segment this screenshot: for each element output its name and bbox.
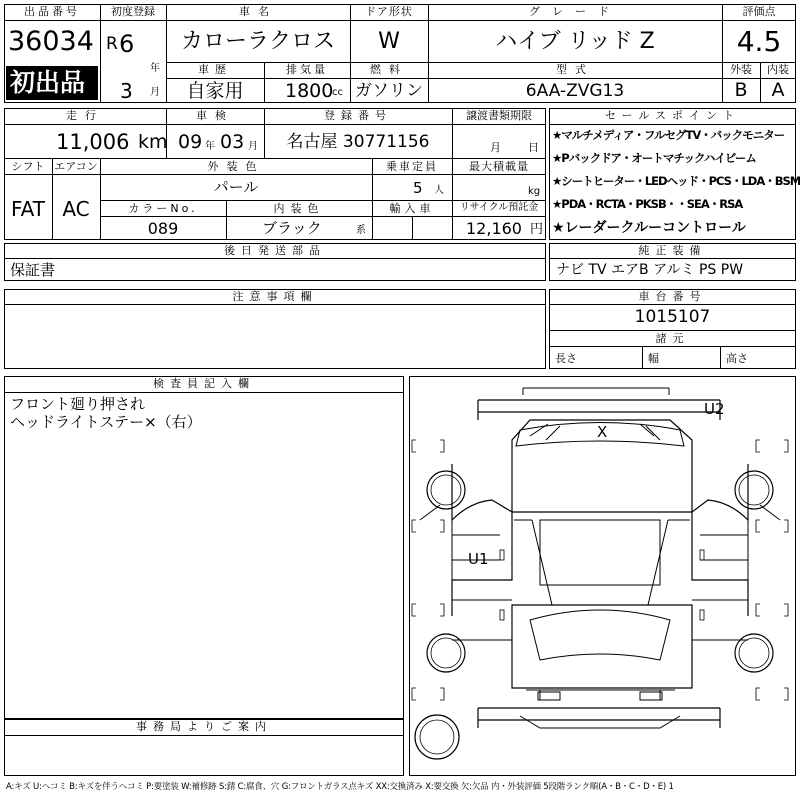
- color-number: 089: [147, 219, 179, 238]
- sales-point-item: ★シートヒーター・LEDヘッド・PCS・LDA・BSM: [552, 174, 800, 188]
- inspector-note: ヘッドライトステー×（右）: [10, 413, 202, 431]
- exterior-color-label: 外装色: [207, 160, 265, 173]
- inspection-month-unit: 月: [248, 141, 258, 152]
- ac-label: エアコン: [54, 160, 98, 173]
- dimensions-label: 諸元: [655, 332, 690, 345]
- width-label: 幅: [648, 352, 659, 365]
- interior-color-label: 内装色: [273, 202, 325, 215]
- sales-points-label: セールスポイント: [604, 109, 740, 122]
- recycle-label: リサイクル預託金: [459, 202, 539, 213]
- height-label: 高さ: [726, 352, 748, 365]
- registration-number-label: 登録番号: [324, 109, 392, 122]
- cc-unit: cc: [332, 87, 343, 98]
- grade: ハイブ リッド Z: [495, 29, 655, 54]
- door-label: ドア形状: [365, 5, 413, 18]
- first-listing-text: 初出品: [10, 68, 86, 97]
- sales-point-item: ★マルチメディア・フルセグTV・バックモニター: [552, 128, 785, 142]
- year-unit: 年: [150, 63, 160, 74]
- score: 4.5: [736, 25, 782, 58]
- score-label: 評価点: [742, 5, 776, 18]
- mileage-unit: km: [138, 131, 168, 153]
- displacement: 1800: [285, 80, 334, 102]
- history-label: 車歴: [198, 63, 232, 76]
- capacity-unit: 人: [434, 185, 444, 196]
- length-label: 長さ: [555, 352, 577, 365]
- registration-year: 6: [119, 30, 135, 58]
- sales-point-item: ★PDA・RCTA・PKSB・・SEA・RSA: [552, 197, 743, 211]
- displacement-label: 排気量: [286, 63, 328, 76]
- door: W: [378, 29, 400, 54]
- legend: A:キズ U:ヘコミ B:キズを伴うヘコミ P:要塗装 W:補修跡 S:錆 C:腐食、穴 G:フロントガラス点キズ XX:交換済み X:要交換 欠:欠品 内・外装評価 5段階ランク順(A・B・C・D・E) 1: [6, 782, 674, 792]
- notes-label: 注意事項欄: [232, 290, 318, 303]
- inspection-label: 車検: [196, 109, 234, 122]
- exterior-grade: B: [734, 79, 748, 101]
- sales-point-item: ★レーダークルーコントロール: [552, 220, 746, 236]
- color-number-label: カラーNo.: [128, 202, 198, 215]
- transfer-month: 月: [490, 141, 501, 154]
- car-name: カローラクロス: [180, 29, 335, 54]
- max-load-label: 最大積載量: [469, 160, 529, 173]
- shift: FAT: [10, 197, 45, 221]
- model-label: 型式: [556, 63, 594, 76]
- lot-number-label: 出品番号: [24, 5, 80, 18]
- history: 自家用: [186, 80, 244, 102]
- interior-color-suffix: 系: [356, 225, 366, 236]
- parts-value: 保証書: [10, 261, 56, 279]
- registration-number: 名古屋 30771156: [286, 132, 430, 152]
- inspector-label: 検査員記入欄: [153, 377, 255, 390]
- interior-label: 内装: [767, 63, 789, 76]
- model: 6AA-ZVG13: [525, 81, 625, 101]
- exterior-label: 外装: [730, 63, 752, 76]
- office-label: 事務局よりご案内: [136, 720, 272, 733]
- lot-number: 36034: [8, 26, 94, 57]
- fuel-label: 燃料: [370, 63, 408, 76]
- grade-label: グレード: [529, 5, 621, 18]
- equipment-label: 純正装備: [638, 244, 707, 257]
- capacity-label: 乗車定員: [386, 160, 438, 173]
- inspection-year-unit: 年: [205, 141, 215, 152]
- transfer-deadline-label: 譲渡書類期限: [466, 109, 532, 122]
- era: R: [106, 34, 118, 54]
- car-name-label: 車名: [239, 5, 277, 18]
- damage-mark-x: X: [597, 423, 608, 441]
- ac: AC: [62, 197, 90, 221]
- damage-mark-u2: U2: [704, 400, 725, 418]
- month-unit: 月: [150, 87, 160, 98]
- interior-color: ブラック: [262, 219, 322, 237]
- mileage: 11,006: [56, 130, 130, 154]
- inspection-year: 09: [178, 131, 203, 153]
- capacity: 5: [413, 179, 423, 197]
- sales-point-item: ★Pバックドア・オートマチックハイビーム: [552, 151, 756, 165]
- max-load-unit: kg: [528, 186, 541, 197]
- shift-label: シフト: [11, 160, 45, 173]
- inspection-month: 03: [220, 131, 245, 153]
- mileage-label: 走行: [66, 109, 104, 122]
- transfer-day: 日: [528, 141, 539, 154]
- equipment-value: ナビ TV エアB アルミ PS PW: [556, 262, 744, 278]
- interior-grade: A: [771, 79, 785, 101]
- inspector-note: フロント廻り押され: [10, 395, 146, 413]
- first-registration-label: 初度登録: [111, 5, 155, 18]
- recycle-unit: 円: [530, 222, 544, 237]
- chassis-number: 1015107: [634, 307, 711, 327]
- exterior-color: パール: [213, 178, 259, 196]
- damage-mark-u1: U1: [468, 550, 489, 568]
- registration-month: 3: [120, 79, 133, 103]
- fuel: ガソリン: [355, 81, 423, 101]
- chassis-label: 車台番号: [638, 290, 707, 303]
- recycle-fee: 12,160: [466, 219, 522, 238]
- import-label: 輸入車: [389, 202, 435, 215]
- parts-label: 後日発送部品: [224, 244, 326, 257]
